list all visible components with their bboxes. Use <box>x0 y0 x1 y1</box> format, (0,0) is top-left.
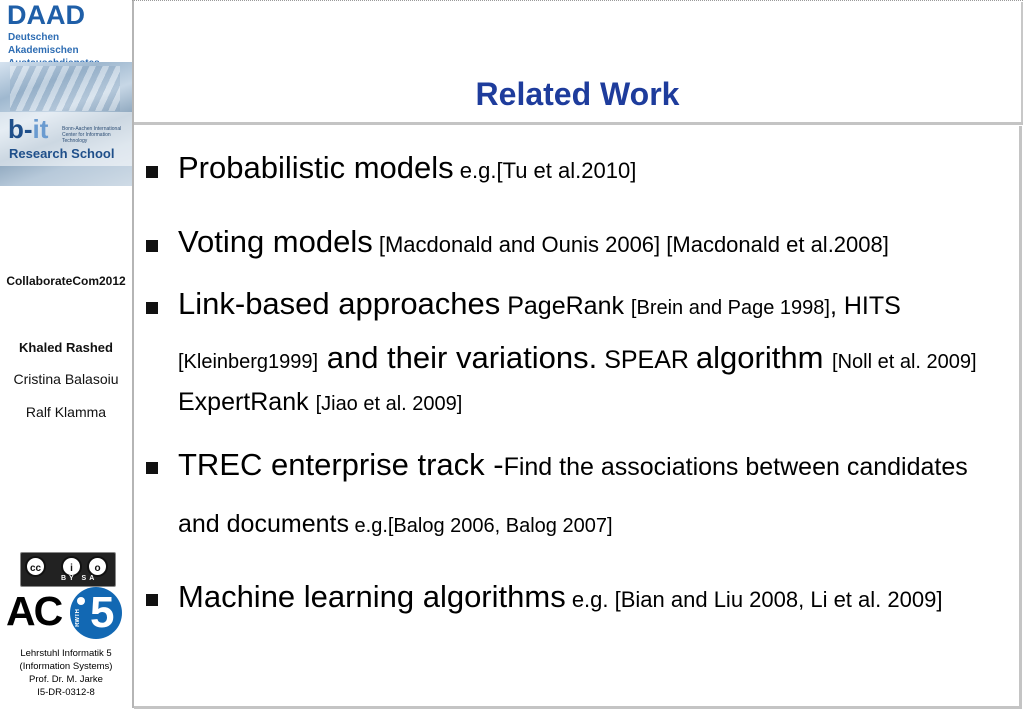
bullet-trec <box>178 447 968 483</box>
bullet-marker <box>146 166 158 178</box>
hits-text: , HITS <box>829 292 901 320</box>
bullet-ref-text: e.g.[Tu et al.2010] <box>453 158 637 183</box>
documents-text: and documents <box>178 510 349 538</box>
bullet-marker <box>146 462 158 474</box>
i5-logo <box>70 587 122 639</box>
variations-text: and their variations. <box>318 340 598 375</box>
slide-content <box>134 126 1022 709</box>
bit-logo <box>8 114 48 145</box>
bullet-main-text: Machine learning algorithms <box>178 579 566 614</box>
cc-license-text: BY SA <box>61 575 98 582</box>
trec-continuation: Find the associations between candidates <box>503 453 968 481</box>
conference-name: CollaborateCom2012 <box>6 274 126 288</box>
chair-line-2: (Information Systems) <box>19 661 113 672</box>
spear-text: SPEAR <box>597 346 696 374</box>
chair-line-4: I5-DR-0312-8 <box>37 687 95 698</box>
daad-sub-line1: Deutschen Akademischen <box>8 32 79 56</box>
bullet-main-text: Voting models <box>178 224 373 259</box>
bullet-voting <box>178 224 889 260</box>
bullet-main-text: Probabilistic models <box>178 150 454 185</box>
bullet-marker <box>146 302 158 314</box>
spear-ref: [Noll et al. 2009] <box>832 351 977 373</box>
bullet-main-text: TREC enterprise track - <box>178 447 504 482</box>
bullet-trec-line2 <box>178 510 613 539</box>
bullet-ref-text: [Macdonald and Ounis 2006] [Macdonald et al.2008] <box>372 232 889 257</box>
expertrank-text: ExpertRank <box>178 388 316 416</box>
creative-commons-badge <box>20 552 116 587</box>
bullet-main-text: Link-based approaches <box>178 286 501 321</box>
author-2: Cristina Balasoiu <box>13 371 119 387</box>
balog-ref: e.g.[Balog 2006, Balog 2007] <box>348 515 613 537</box>
research-school-label: Research School <box>9 146 115 161</box>
daad-logo <box>0 0 132 62</box>
bullet-link-based <box>178 286 901 322</box>
bullet-machine-learning <box>178 579 942 615</box>
bullet-ref-text: e.g. [Bian and Liu 2008, Li et al. 2009] <box>565 587 943 612</box>
bullet-marker <box>146 240 158 252</box>
rwth-label: RWTH <box>75 609 81 627</box>
chair-line-1: Lehrstuhl Informatik 5 <box>20 648 112 659</box>
pagerank-text: PageRank <box>500 292 631 320</box>
sidebar <box>0 0 134 708</box>
author-1: Khaled Rashed <box>19 340 113 355</box>
bullet-link-based-line2 <box>178 340 977 376</box>
slide-title: Related Work <box>475 76 680 112</box>
bit-logo-caption: Bonn-Aachen International Center for Information Technology <box>62 126 122 144</box>
author-3: Ralf Klamma <box>25 404 107 420</box>
expertrank-ref: [Jiao et al. 2009] <box>315 393 463 415</box>
acis-logo-text: AC <box>6 588 62 634</box>
i5-logo-dot <box>77 597 85 605</box>
bullet-link-based-line3 <box>178 388 462 417</box>
header-divider <box>134 122 1023 125</box>
bit-logo-b: b- <box>8 114 33 144</box>
bullet-probabilistic <box>178 150 636 186</box>
share-alike-icon: o <box>87 556 108 577</box>
bullet-marker <box>146 594 158 606</box>
cc-icon: cc <box>25 556 46 577</box>
daad-logo-title: DAAD <box>7 0 85 30</box>
by-attribution-icon: i <box>61 556 82 577</box>
banner-glass-image <box>10 66 120 111</box>
chair-line-3: Prof. Dr. M. Jarke <box>29 674 103 685</box>
slide-header <box>134 2 1023 122</box>
algorithm-text: algorithm <box>695 340 833 375</box>
bit-research-school-banner <box>0 62 132 186</box>
pagerank-ref: [Brein and Page 1998] <box>630 297 830 319</box>
i5-logo-number: 5 <box>90 588 115 637</box>
kleinberg-ref: [Kleinberg1999] <box>178 351 319 373</box>
bit-logo-it: it <box>32 114 49 144</box>
